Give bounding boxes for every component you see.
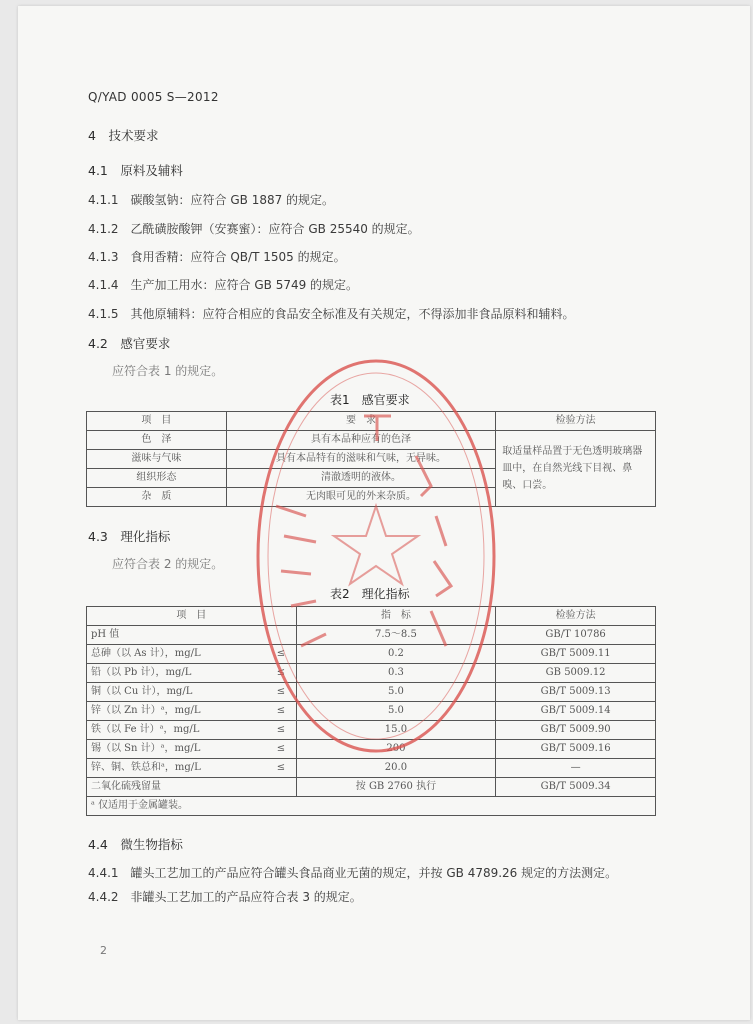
table-cell: 20.0 [296, 759, 496, 778]
table-cell-method: 取适量样品置于无色透明玻璃器皿中，在自然光线下目视、鼻嗅、口尝。 [496, 431, 656, 507]
table-header-cell: 检验方法 [496, 607, 656, 626]
table-cell: GB/T 5009.34 [496, 778, 656, 797]
section-4-2-text: 应符合表 1 的规定。 [112, 364, 224, 378]
table-cell: 组织形态 [87, 469, 227, 488]
clause-4-1-5: 4.1.5 其他原辅料：应符合相应的食品安全标准及有关规定，不得添加非食品原料和辅料。 [88, 307, 575, 321]
table-cell: 按 GB 2760 执行 [296, 778, 496, 797]
section-4-heading: 4 技术要求 [88, 128, 159, 143]
table-cell: ≤ [266, 759, 296, 778]
clause-4-1-2: 4.1.2 乙酰磺胺酸钾（安赛蜜）：应符合 GB 25540 的规定。 [88, 222, 420, 236]
table-cell: GB/T 10786 [496, 626, 656, 645]
table-header-row [87, 607, 656, 626]
table-cell: 铁（以 Fe 计）ᵃ，mg/L [87, 721, 267, 740]
table-cell: 锌、铜、铁总和ᵃ，mg/L [87, 759, 267, 778]
table-cell: 二氧化硫残留量 [87, 778, 267, 797]
table-cell: 7.5～8.5 [296, 626, 496, 645]
table-cell: GB/T 5009.90 [496, 721, 656, 740]
table-row [87, 721, 656, 740]
table-cell: GB/T 5009.11 [496, 645, 656, 664]
clause-4-1-4: 4.1.4 生产加工用水：应符合 GB 5749 的规定。 [88, 278, 359, 292]
table-row [87, 759, 656, 778]
table-cell: 铅（以 Pb 计），mg/L [87, 664, 267, 683]
table-cell: 0.2 [296, 645, 496, 664]
table-cell: 滋味与气味 [87, 450, 227, 469]
table-cell: GB 5009.12 [496, 664, 656, 683]
table-cell [266, 778, 296, 797]
table-header-cell: 项 目 [87, 607, 297, 626]
table2-caption: 表2 理化指标 [330, 587, 410, 601]
table-cell: 总砷（以 As 计），mg/L [87, 645, 267, 664]
seal-star-icon [334, 506, 418, 584]
table-header-cell: 检验方法 [496, 412, 656, 431]
table-cell: pH 值 [87, 626, 267, 645]
table-cell: 无肉眼可见的外来杂质。 [226, 488, 495, 507]
table-cell: ≤ [266, 664, 296, 683]
table-cell: 5.0 [296, 702, 496, 721]
table-footnote: ᵃ 仅适用于金属罐装。 [87, 797, 656, 816]
section-4-2-heading: 4.2 感官要求 [88, 336, 171, 351]
standard-code: Q/YAD 0005 S—2012 [88, 90, 219, 104]
clause-4-4-1: 4.4.1 罐头工艺加工的产品应符合罐头食品商业无菌的规定，并按 GB 4789.26 规定的方法测定。 [88, 866, 618, 880]
document-page [18, 6, 750, 1020]
table-cell: 锌（以 Zn 计）ᵃ，mg/L [87, 702, 267, 721]
table-cell: GB/T 5009.14 [496, 702, 656, 721]
table-cell: 具有本品种应有的色泽 [226, 431, 495, 450]
table-cell: 具有本品特有的滋味和气味，无异味。 [226, 450, 495, 469]
table-header-cell: 项 目 [87, 412, 227, 431]
table-footnote-row [87, 797, 656, 816]
page-number: 2 [100, 944, 107, 957]
table-row [87, 626, 656, 645]
table-cell: GB/T 5009.13 [496, 683, 656, 702]
physicochemical-table [86, 606, 656, 816]
table-cell: 色 泽 [87, 431, 227, 450]
section-4-1-heading: 4.1 原料及辅料 [88, 163, 183, 178]
clause-4-1-3: 4.1.3 食用香精：应符合 QB/T 1505 的规定。 [88, 250, 346, 264]
table-header-cell: 指 标 [296, 607, 496, 626]
table-cell: 0.3 [296, 664, 496, 683]
section-4-4-heading: 4.4 微生物指标 [88, 837, 183, 852]
table-row [87, 431, 656, 450]
table-cell: 200 [296, 740, 496, 759]
table-cell: 清澈透明的液体。 [226, 469, 495, 488]
table-cell: 杂 质 [87, 488, 227, 507]
table-cell: 5.0 [296, 683, 496, 702]
section-4-3-heading: 4.3 理化指标 [88, 529, 171, 544]
table-row [87, 778, 656, 797]
table-cell: GB/T 5009.16 [496, 740, 656, 759]
clause-4-1-1: 4.1.1 碳酸氢钠：应符合 GB 1887 的规定。 [88, 193, 335, 207]
table-cell: — [496, 759, 656, 778]
table-row [87, 702, 656, 721]
table1-caption: 表1 感官要求 [330, 393, 410, 407]
table-header-row [87, 412, 656, 431]
table-cell: 15.0 [296, 721, 496, 740]
table-cell: ≤ [266, 740, 296, 759]
sensory-table [86, 411, 656, 507]
table-row [87, 740, 656, 759]
table-cell: ≤ [266, 721, 296, 740]
table-cell [266, 626, 296, 645]
table-cell: 铜（以 Cu 计），mg/L [87, 683, 267, 702]
section-4-3-text: 应符合表 2 的规定。 [112, 557, 224, 571]
table-row [87, 645, 656, 664]
table-cell: ≤ [266, 683, 296, 702]
table-header-cell: 要 求 [226, 412, 495, 431]
table-row [87, 683, 656, 702]
clause-4-4-2: 4.4.2 非罐头工艺加工的产品应符合表 3 的规定。 [88, 890, 362, 904]
table-cell: 锡（以 Sn 计）ᵃ，mg/L [87, 740, 267, 759]
table-row [87, 664, 656, 683]
table-cell: ≤ [266, 702, 296, 721]
table-cell: ≤ [266, 645, 296, 664]
